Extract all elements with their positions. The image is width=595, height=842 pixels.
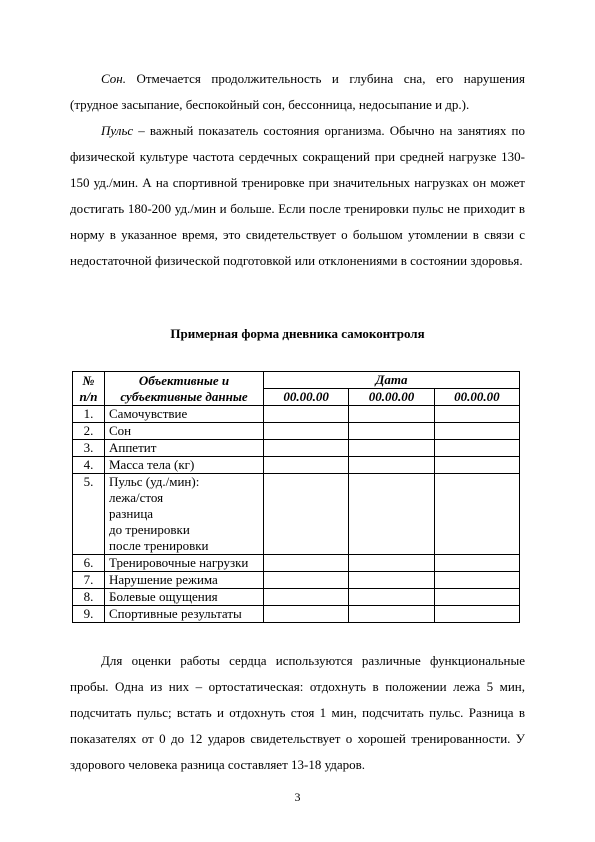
date-cell (434, 457, 519, 474)
row-number: 1. (73, 406, 105, 423)
date-cell (434, 589, 519, 606)
date-cell (434, 406, 519, 423)
table-row (73, 474, 520, 555)
date-cell (349, 440, 434, 457)
date-cell (264, 474, 349, 555)
paragraph-sleep-text: Отмечается продолжительность и глубина сна, его нарушения (трудное засыпание, беспокойный сон, бессонница, недосыпание и др.). (70, 71, 525, 112)
date-cell (264, 572, 349, 589)
header-date: Дата (264, 372, 520, 389)
date-cell (349, 555, 434, 572)
date-cell (434, 440, 519, 457)
table-row (73, 555, 520, 572)
date-cell (264, 457, 349, 474)
date-cell (349, 474, 434, 555)
self-control-diary-table (72, 371, 520, 623)
row-number: 8. (73, 589, 105, 606)
table-body (73, 406, 520, 623)
table-header-row (73, 372, 520, 389)
header-data: Объективные и субъективные данные (105, 372, 264, 406)
paragraph-heart: Для оценки работы сердца используются различные функциональные пробы. Одна из них – ортостатическая: отдохнуть в положении лежа 5 мин, подсчитать пульс; встать и отдохнуть стоя 1 мин, подсчитать пульс. Разница в показателях от 0 до 12 ударов свидетельствует о хорошей тренированности. У здорового человека разница составляет 13-18 ударов. (70, 653, 525, 772)
date-cell (349, 572, 434, 589)
date-cell (434, 606, 519, 623)
date-cell (264, 423, 349, 440)
date-col-1: 00.00.00 (264, 389, 349, 406)
row-number: 7. (73, 572, 105, 589)
date-col-2: 00.00.00 (349, 389, 434, 406)
date-cell (264, 589, 349, 606)
row-number: 4. (73, 457, 105, 474)
date-cell (264, 606, 349, 623)
row-label: Нарушение режима (105, 572, 264, 589)
paragraph-sleep-lead: Сон. (101, 71, 126, 86)
row-label: Тренировочные нагрузки (105, 555, 264, 572)
table-row (73, 572, 520, 589)
paragraph-sleep (70, 66, 525, 118)
table-row (73, 406, 520, 423)
date-cell (264, 555, 349, 572)
date-cell (349, 457, 434, 474)
date-cell (349, 606, 434, 623)
table-row (73, 606, 520, 623)
header-num: № п/п (73, 372, 105, 406)
row-label: Болевые ощущения (105, 589, 264, 606)
row-label: Пульс (уд./мин): лежа/стоя разница до тренировки после тренировки (105, 474, 264, 555)
row-label: Спортивные результаты (105, 606, 264, 623)
date-col-3: 00.00.00 (434, 389, 519, 406)
date-cell (434, 474, 519, 555)
date-cell (349, 423, 434, 440)
table-row (73, 423, 520, 440)
row-label: Самочувствие (105, 406, 264, 423)
table-row (73, 589, 520, 606)
row-number: 3. (73, 440, 105, 457)
paragraph-pulse (70, 118, 525, 274)
date-cell (434, 572, 519, 589)
row-label: Сон (105, 423, 264, 440)
row-label: Масса тела (кг) (105, 457, 264, 474)
table-row (73, 457, 520, 474)
page-number: 3 (294, 790, 301, 804)
row-number: 6. (73, 555, 105, 572)
table-title: Примерная форма дневника самоконтроля (170, 326, 425, 341)
row-number: 2. (73, 423, 105, 440)
date-cell (349, 589, 434, 606)
paragraph-pulse-text: – важный показатель состояния организма. Обычно на занятиях по физической культуре частота сердечных сокращений при средней нагрузке 130-150 уд./мин. А на спортивной тренировке при значительных нагрузках он может достигать 180-200 уд./мин и больше. Если после тренировки пульс не приходит в норму в указанное время, это свидетельствует о большом утомлении в связи с недостаточной физической подготовкой или отклонениями в состоянии здоровья. (70, 123, 525, 268)
date-cell (264, 406, 349, 423)
date-cell (264, 440, 349, 457)
table-row (73, 440, 520, 457)
row-label: Аппетит (105, 440, 264, 457)
date-cell (434, 423, 519, 440)
row-number: 5. (73, 474, 105, 555)
paragraph-pulse-lead: Пульс (101, 123, 134, 138)
row-number: 9. (73, 606, 105, 623)
date-cell (349, 406, 434, 423)
date-cell (434, 555, 519, 572)
